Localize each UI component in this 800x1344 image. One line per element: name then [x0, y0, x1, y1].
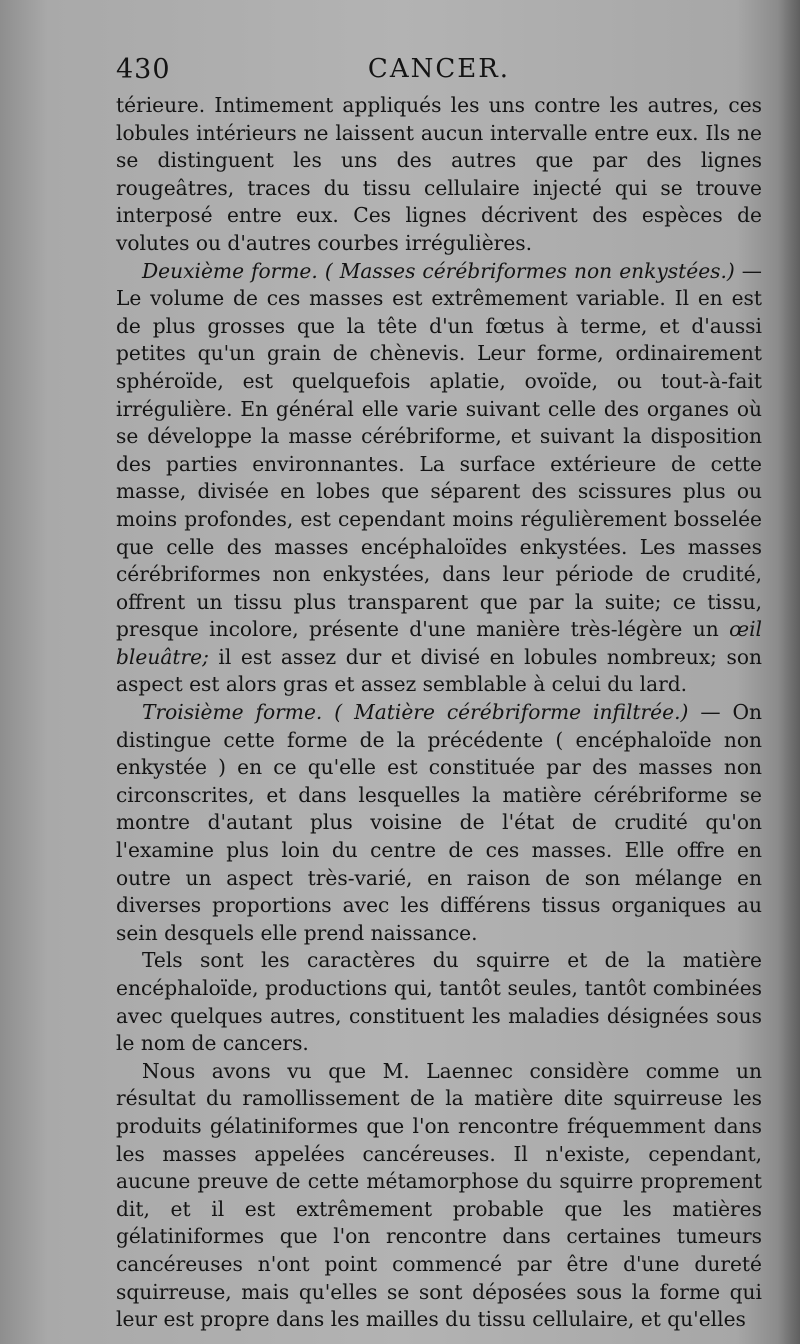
section-title: Troisième forme. — [142, 700, 323, 725]
section-subtitle: ( Masses cérébriformes non enkystées.) — [324, 258, 735, 283]
paragraph-laennec: Nous avons vu que M. Laennec considère comme un résultat du ramollissement de la matière dite squirreuse les produits gélatiniformes que l'on rencontre fréquemment dans les masses appelées cancéreuses. Il n'existe, cependant, aucune preuve de cette métamorphose du squirre proprement dit, et il est extrêmement probable que les matières gélatiniformes que l'on rencontre dans certaines tumeurs cancéreuses n'ont point commencé par être d'une dureté squirreuse, mais qu'elles se sont déposées sous la forme qui leur est propre dans les mailles du tissu cellulaire, et qu'elles — [116, 1058, 762, 1332]
scan-edge-shadow — [778, 0, 800, 1344]
section-title: Deuxième forme. — [142, 258, 318, 283]
section-subtitle: ( Matière cérébriforme infiltrée.) — [334, 700, 689, 725]
paragraph-summary: Tels sont les caractères du squirre et de la matière encéphaloïde, productions qui, tantôt seules, tantôt combinées avec quelques autres, constituent les maladies désignées sous le nom de cancers. — [116, 948, 762, 1056]
running-head: CANCER. — [367, 54, 511, 84]
page-header — [116, 54, 762, 94]
paragraph-deuxieme-forme: Deuxième forme. ( Masses cérébriformes non enkystées.) — Le volume de ces masses est extrêmement variable. Il en est de plus grosses que la tête d'un fœtus à terme, et d'aussi petites qu'un grain de chènevis. Leur forme, ordinairement sphéroïde, est quelquefois aplatie, ovoïde, ou tout-à-fait irrégulière. En général elle varie suivant celle des organes où se développe la masse cérébriforme, et suivant la disposition des parties environnantes. La surface extérieure de cette masse, divisée en lobes que séparent des scissures plus ou moins profondes, est cependant moins régulièrement bosselée que celle des masses encéphaloïdes enkystées. Les masses cérébriformes non enkystées, dans leur période de crudité, offrent un tissu plus transparent que par la suite; ce tissu, presque incolore, présente d'une manière très-légère un œil bleuâtre; il est assez dur et divisé en lobules nombreux; son aspect est alors gras et assez semblable à celui du lard. — [116, 258, 762, 697]
paragraph-troisieme-forme: Troisième forme. ( Matière cérébriforme infiltrée.) — On distingue cette forme de la précédente ( encéphaloïde non enkystée ) en ce qu'elle est constituée par des masses non circonscrites, et dans lesquelles la matière cérébriforme se montre d'autant plus voisine de l'état de crudité qu'on l'examine plus loin du centre de ces masses. Elle offre en outre un aspect très-varié, en raison de son mélange en diverses proportions avec les différens tissus organiques au sein desquels elle prend naissance. — [116, 700, 763, 945]
paragraph-continuation: térieure. Intimement appliqués les uns contre les autres, ces lobules intérieurs ne laissent aucun intervalle entre eux. Ils ne se distinguent les uns des autres que par des lignes rougeâtres, traces du tissu cellulaire injecté qui se trouve interposé entre eux. Ces lignes décrivent des espèces de volutes ou d'autres courbes irrégulières. — [116, 93, 762, 255]
page-number: 430 — [116, 54, 171, 85]
body-text — [116, 92, 762, 1334]
emphasis-term: œil bleuâtre; — [116, 617, 762, 669]
